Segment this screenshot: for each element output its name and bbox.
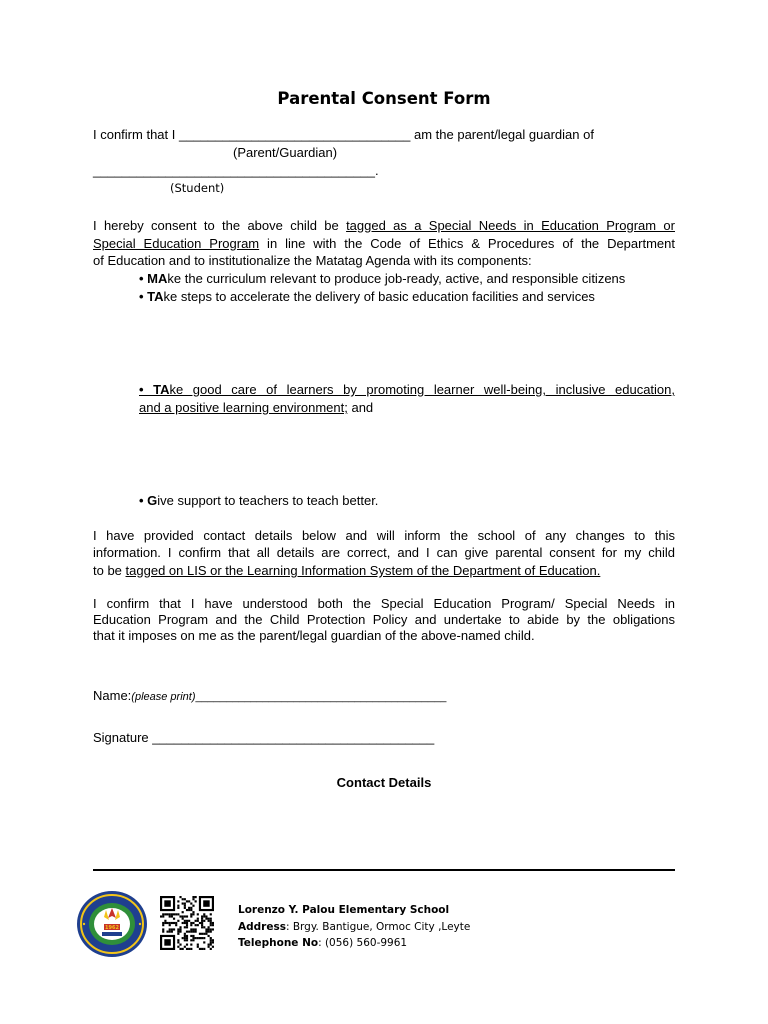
bullet-give-support: • Give support to teachers to teach better.	[139, 493, 379, 508]
name-hint: (please print)	[131, 691, 196, 703]
name-label: Name:	[93, 688, 132, 703]
bullet-make: • MAke the curriculum relevant to produce job-ready, active, and responsible citizens	[139, 271, 626, 286]
consent-line-3: of Education and to institutionalize the Matatag Agenda with its components:	[93, 253, 532, 268]
consent-line-2: Special Education Program in line with the Code of Ethics & Procedures of the Department	[93, 236, 675, 251]
parent-name-blank[interactable]: ________________________________	[179, 127, 411, 142]
name-field[interactable]: _________________________________________	[195, 691, 447, 703]
school-address: Address: Brgy. Bantigue, Ormoc City ,Leyte	[238, 920, 471, 933]
confirm-line	[93, 127, 594, 142]
school-telephone: Telephone No: (056) 560-9961	[238, 937, 408, 949]
contact-details-heading: Contact Details	[336, 775, 432, 790]
footer-divider	[93, 869, 675, 871]
contact-para-line-1: I have provided contact details below and will inform the school of any changes to this	[93, 528, 675, 543]
bullet-take-care-line-2: and a positive learning environment; and	[139, 400, 374, 415]
form-title: Parental Consent Form	[277, 89, 491, 108]
signature-row	[93, 730, 434, 745]
contact-para-line-2: information. I confirm that all details are correct, and I can give parental consent for my child	[93, 545, 675, 560]
consent-line-1: I hereby consent to the above child be tagged as a Special Needs in Education Program or	[93, 218, 675, 233]
confirm-prefix: I confirm that I	[93, 127, 176, 142]
signature-label: Signature	[93, 730, 149, 745]
school-seal-logo	[76, 890, 148, 958]
name-row	[93, 688, 446, 703]
school-info	[238, 902, 470, 952]
bullet-take-steps: • TAke steps to accelerate the delivery of basic education facilities and services	[139, 289, 595, 304]
understanding-line-3: that it imposes on me as the parent/legal guardian of the above-named child.	[93, 628, 535, 643]
bullet-take-care-line-1: • TAke good care of learners by promoting learner well-being, inclusive education,	[139, 382, 676, 397]
understanding-line-1: I confirm that I have understood both the Special Education Program/ Special Needs in	[93, 596, 675, 611]
contact-para-line-3: to be tagged on LIS or the Learning Information System of the Department of Education.	[93, 563, 601, 578]
student-caption: (Student)	[170, 181, 225, 195]
school-name: Lorenzo Y. Palou Elementary School	[238, 904, 450, 916]
confirm-suffix: am the parent/legal guardian of	[413, 127, 594, 142]
student-name-blank[interactable]: _______________________________________.	[93, 163, 379, 178]
qr-code[interactable]	[160, 896, 216, 950]
signature-field[interactable]: _______________________________________	[152, 730, 435, 745]
seal-year: 1962	[105, 925, 119, 931]
understanding-line-2: Education Program and the Child Protection Policy and undertake to abide by the obligations	[93, 612, 675, 627]
parent-caption: (Parent/Guardian)	[233, 145, 338, 160]
